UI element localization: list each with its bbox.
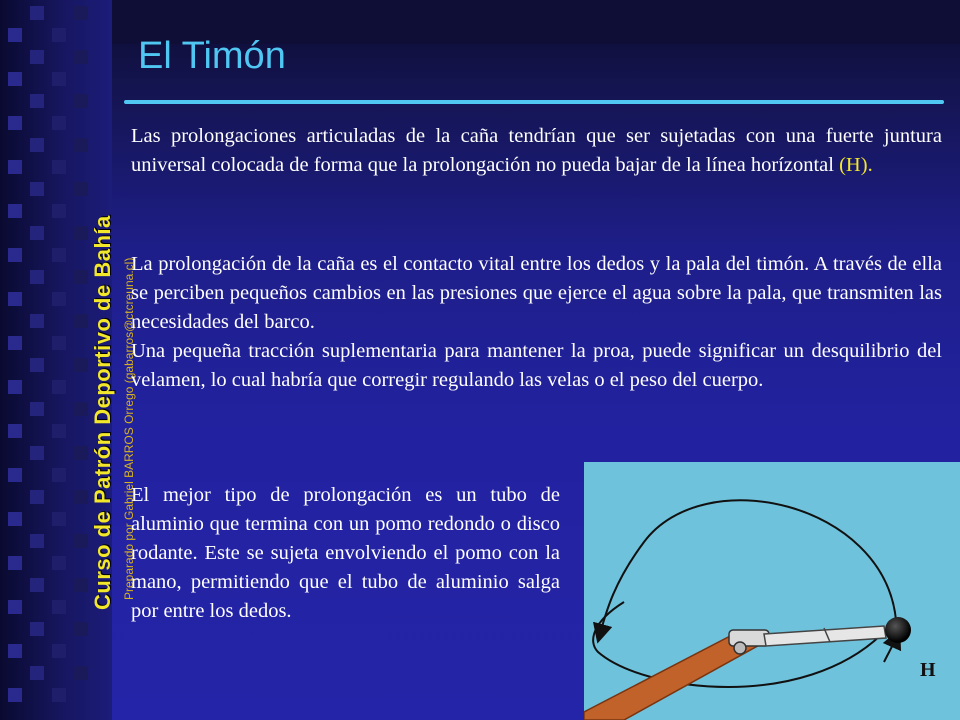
- paragraph-4: El mejor tipo de prolongación es un tubo de aluminio que termina con un pomo redondo o disco rodante. Este se sujeta envolviendo el pomo con la mano, permitiendo que el tubo de aluminio salga por entre los dedos.: [131, 484, 560, 622]
- decorative-square: [8, 72, 22, 86]
- tiller-extension-illustration: [584, 462, 960, 720]
- decorative-square: [52, 556, 66, 570]
- decorative-square: [52, 644, 66, 658]
- decorative-square: [74, 226, 88, 240]
- decorative-square: [74, 358, 88, 372]
- decorative-square: [74, 402, 88, 416]
- decorative-square: [8, 204, 22, 218]
- decorative-square: [30, 358, 44, 372]
- decorative-square: [30, 6, 44, 20]
- decorative-square: [8, 688, 22, 702]
- paragraph-3: Una pequeña tracción suplementaria para mantener la proa, puede significar un desquilibrio del velamen, lo cual habría que corregir regulando las velas o el peso del cuerpo.: [131, 340, 942, 391]
- decorative-square: [30, 578, 44, 592]
- decorative-square: [74, 6, 88, 20]
- decorative-square: [30, 138, 44, 152]
- decorative-square: [74, 270, 88, 284]
- paragraph-2: La prolongación de la caña es el contacto vital entre los dedos y la pala del timón. A través de ella se perciben pequeños cambios en las presiones que ejerce el agua sobre la pala, que transmiten las necesidades del barco.: [131, 253, 942, 333]
- paragraph-1-text: Las prolongaciones articuladas de la caña tendrían que ser sujetadas con una fuerte juntura universal colocada de forma que la prolongación no pueda bajar de la línea horízontal: [131, 125, 942, 176]
- decorative-square: [74, 314, 88, 328]
- decorative-square: [52, 160, 66, 174]
- decorative-square: [30, 226, 44, 240]
- decorative-square: [74, 94, 88, 108]
- decorative-square: [74, 446, 88, 460]
- title-divider: [124, 100, 944, 104]
- decorative-square: [8, 336, 22, 350]
- decorative-square: [52, 336, 66, 350]
- decorative-square: [52, 380, 66, 394]
- decorative-square: [8, 116, 22, 130]
- decorative-square: [30, 666, 44, 680]
- decorative-square: [52, 292, 66, 306]
- decorative-square: [8, 160, 22, 174]
- decorative-square: [74, 490, 88, 504]
- horizontal-label: H: [920, 659, 936, 681]
- decorative-square: [30, 182, 44, 196]
- decorative-square: [8, 556, 22, 570]
- decorative-square: [8, 512, 22, 526]
- decorative-square: [74, 578, 88, 592]
- decorative-square: [30, 534, 44, 548]
- decorative-square: [74, 622, 88, 636]
- page-title: El Timón: [138, 35, 286, 77]
- decorative-square: [74, 138, 88, 152]
- decorative-square: [8, 292, 22, 306]
- author-credit: Preparado por Gabriel BARROS Orrego (gabarros@ctcreuna.cl): [122, 257, 136, 600]
- decorative-square: [52, 204, 66, 218]
- decorative-square: [52, 424, 66, 438]
- decorative-square: [52, 72, 66, 86]
- decorative-square: [8, 468, 22, 482]
- decorative-square: [52, 512, 66, 526]
- upper-swing-arc: [600, 500, 896, 634]
- decorative-square: [8, 28, 22, 42]
- tiller-diagram: [584, 462, 960, 720]
- horizontal-line-label: (H).: [839, 154, 873, 176]
- decorative-square: [8, 600, 22, 614]
- decorative-square: [52, 468, 66, 482]
- decorative-square: [52, 116, 66, 130]
- decorative-square: [30, 402, 44, 416]
- decorative-square: [30, 94, 44, 108]
- decorative-square: [30, 50, 44, 64]
- tube-knob: [885, 617, 911, 643]
- paragraph-1: [131, 122, 942, 180]
- decorative-square: [30, 446, 44, 460]
- decorative-square: [52, 688, 66, 702]
- decorative-square: [8, 644, 22, 658]
- decorative-square: [8, 424, 22, 438]
- decorative-square: [30, 314, 44, 328]
- decorative-square: [74, 666, 88, 680]
- decorative-square: [30, 490, 44, 504]
- decorative-square: [52, 28, 66, 42]
- decorative-square: [74, 534, 88, 548]
- decorative-square: [52, 600, 66, 614]
- decorative-square: [8, 248, 22, 262]
- decorative-square: [74, 182, 88, 196]
- decorative-square: [52, 248, 66, 262]
- course-title: Curso de Patrón Deportivo de Bahía: [90, 215, 115, 610]
- decorative-square: [30, 270, 44, 284]
- decorative-square: [30, 622, 44, 636]
- decorative-square: [74, 50, 88, 64]
- decorative-square: [8, 380, 22, 394]
